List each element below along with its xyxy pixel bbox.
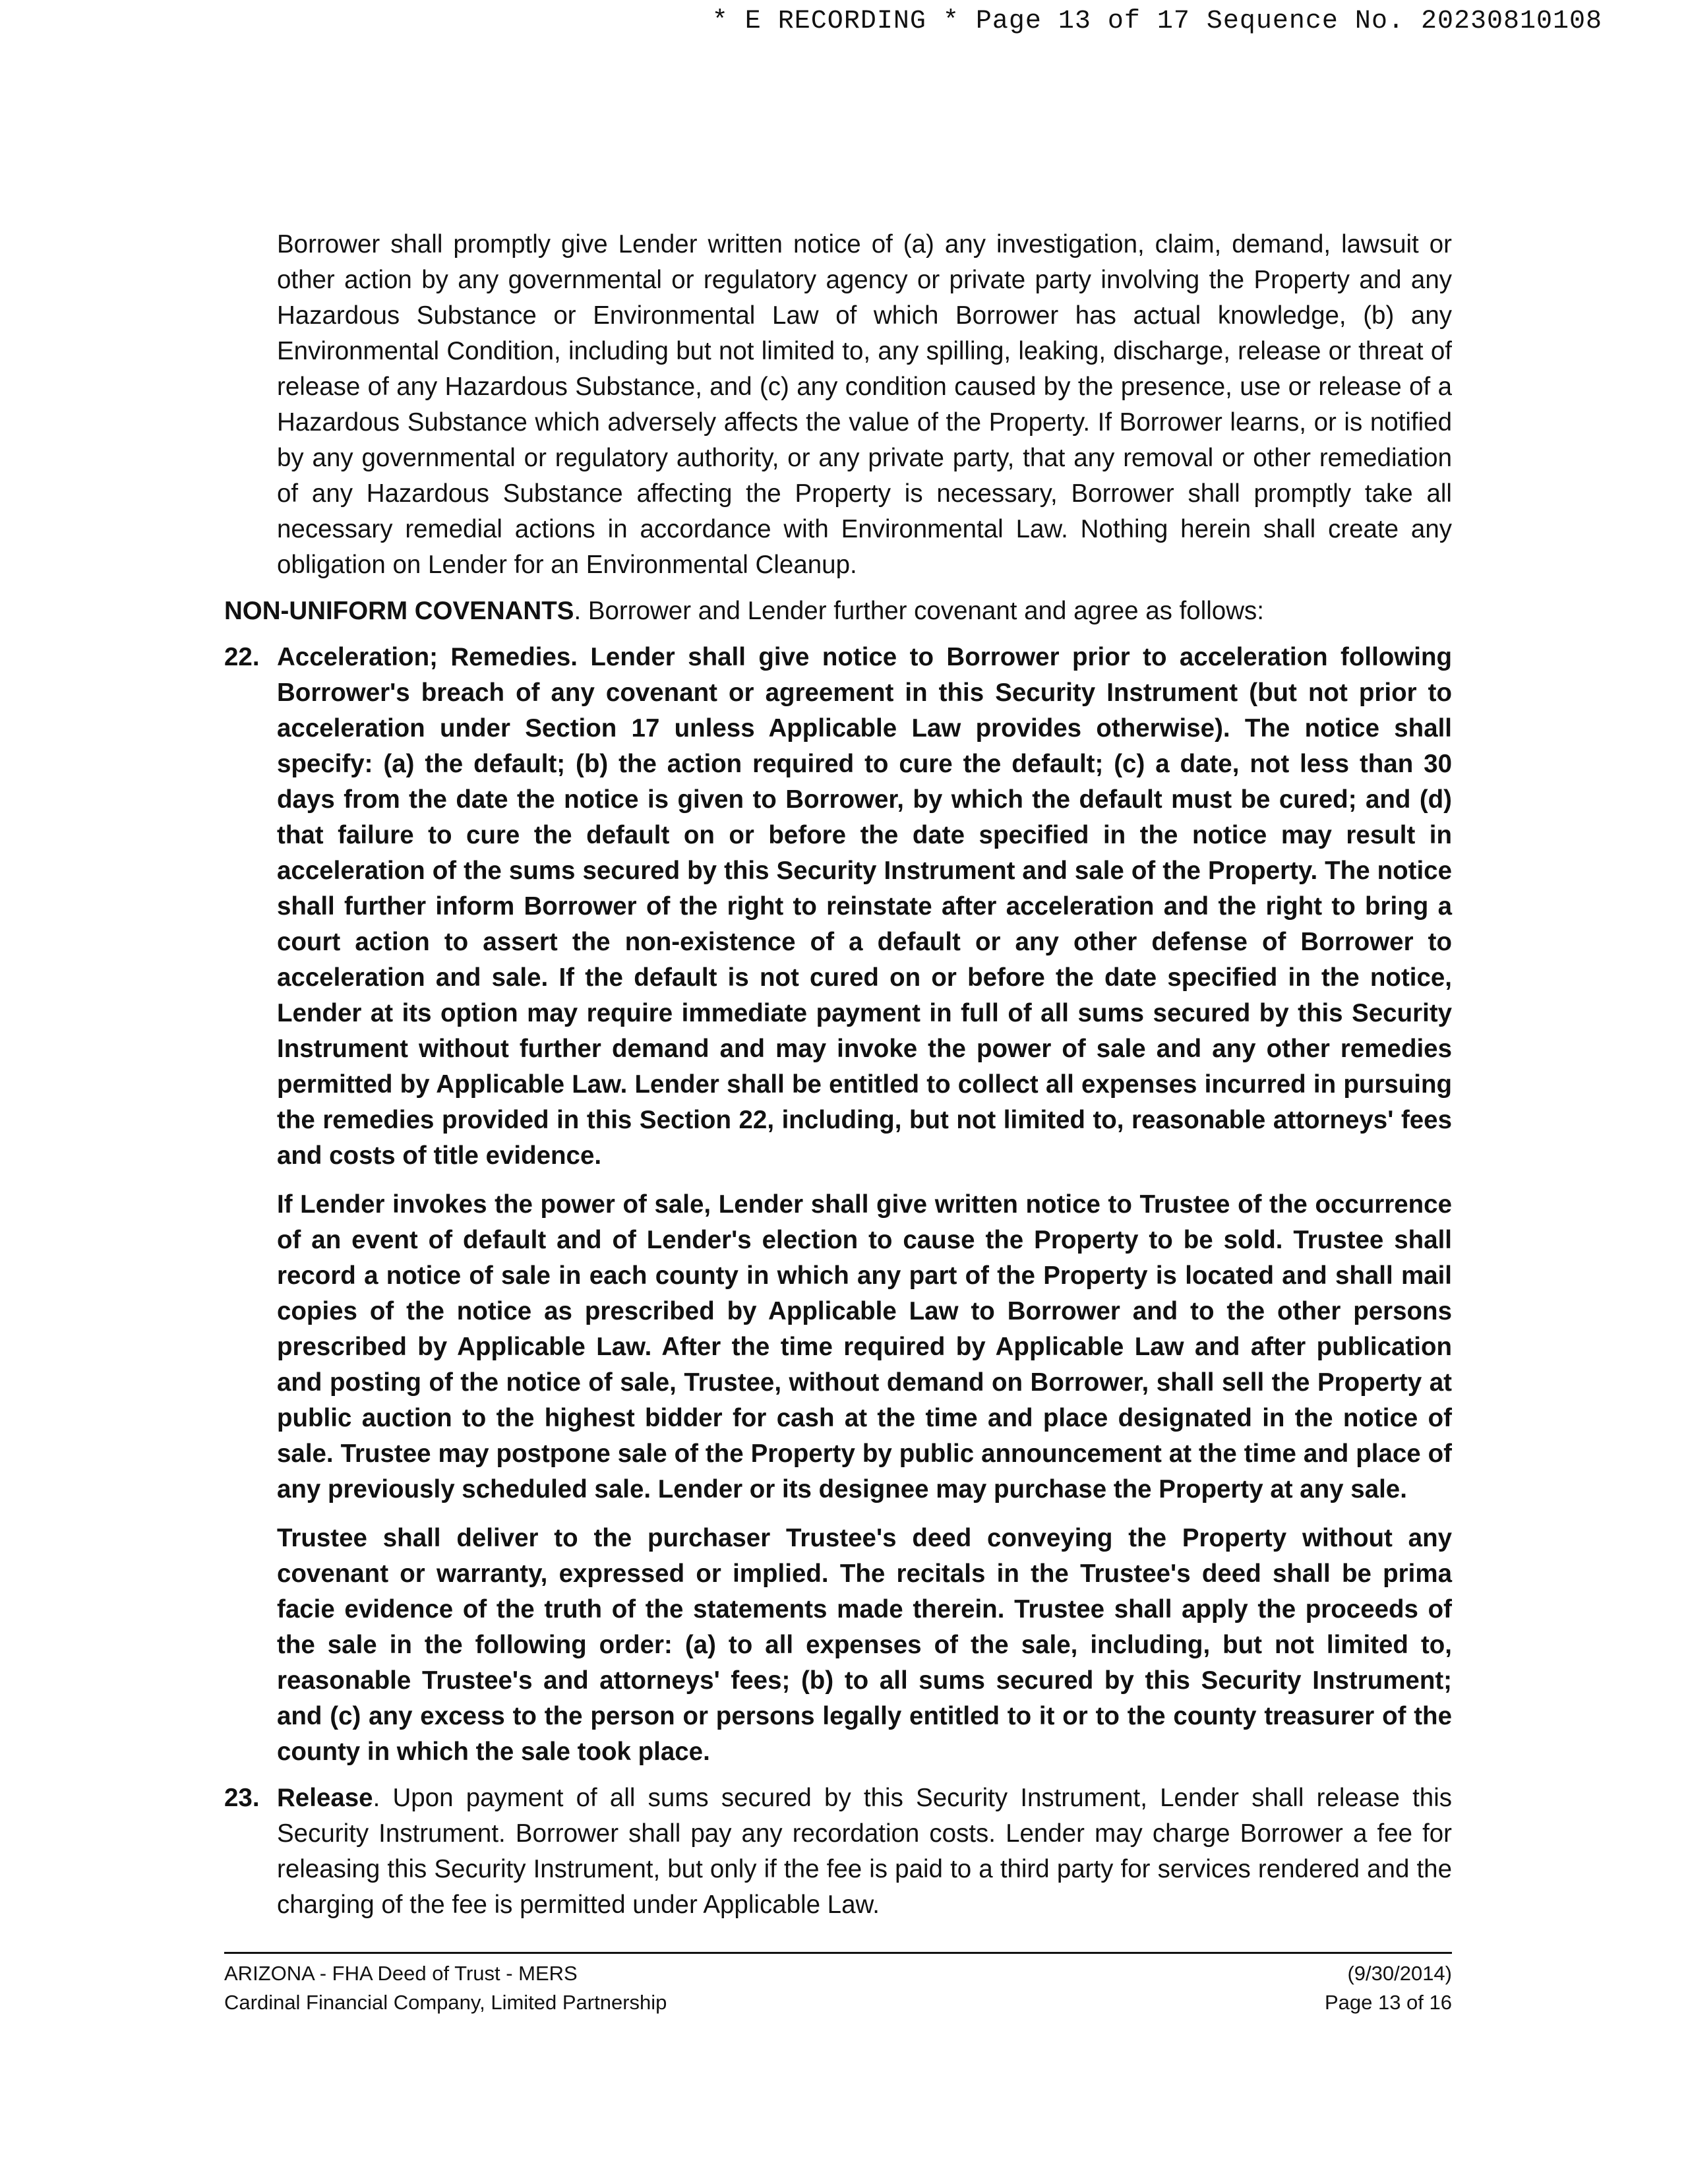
environmental-notice-paragraph: Borrower shall promptly give Lender written notice of (a) any investigation, claim, demand, lawsuit or other action by any governmental or regulatory agency or private party involving the Property and any Hazardous Substance or Environmental Law of which Borrower has actual knowledge, (b) any Environmental Condition, including but not limited to, any spilling, leaking, discharge, release or threat of release of any Hazardous Substance, and (c) any condition caused by the presence, use or release of a Hazardous Substance which adversely affects the value of the Property. If Borrower learns, or is notified by any governmental or regulatory authority, or any private party, that any removal or other remediation of any Hazardous Substance affecting the Property is necessary, Borrower shall promptly take all necessary remedial actions in accordance with Environmental Law. Nothing herein shall create any obligation on Lender for an Environmental Cleanup. (277, 230, 1452, 579)
footer-form-name: ARIZONA - FHA Deed of Trust - MERS (224, 1962, 578, 1985)
footer-form-date: (9/30/2014) (1347, 1962, 1452, 1985)
section-23-number: 23. (224, 1784, 260, 1812)
recording-header: * E RECORDING * Page 13 of 17 Sequence No. 20230810108 (711, 7, 1602, 36)
section-22-number: 22. (224, 643, 260, 671)
section-22-power-of-sale-paragraph: If Lender invokes the power of sale, Lender shall give written notice to Trustee of the occurrence of an event of default and of Lender's election to cause the Property to be sold. Trustee shall record a notice of sale in each county in which any part of the Property is located and shall mail copies of the notice as prescribed by Applicable Law to Borrower and to the other persons prescribed by Applicable Law. After the time required by Applicable Law and after publication and posting of the notice of sale, Trustee, without demand on Borrower, shall sell the Property at public auction to the highest bidder for cash at the time and place designated in the notice of sale. Trustee may postpone sale of the Property by public announcement at the time and place of any previously scheduled sale. Lender or its designee may purchase the Property at any sale. (277, 1190, 1452, 1503)
footer-left (224, 1959, 667, 2017)
section-23-paragraph (277, 1780, 1452, 1923)
covenants-text: . Borrower and Lender further covenant and agree as follows: (574, 597, 1264, 625)
section-23 (224, 1780, 1452, 1923)
footer-page-number: Page 13 of 16 (1324, 1991, 1452, 2014)
footer-right (1325, 1959, 1452, 2017)
section-22-title: Acceleration; Remedies. (277, 643, 578, 671)
section-22-trustee-deed-paragraph: Trustee shall deliver to the purchaser Trustee's deed conveying the Property without any covenant or warranty, expressed or implied. The recitals in the Trustee's deed shall be prima facie evidence of the truth of the statements made therein. Trustee shall apply the proceeds of the sale in the following order: (a) to all expenses of the sale, including, but not limited to, reasonable Trustee's and attorneys' fees; (b) to all sums secured by this Security Instrument; and (c) any excess to the person or persons legally entitled to it or to the county treasurer of the county in which the sale took place. (277, 1524, 1452, 1766)
non-uniform-covenants-paragraph (224, 593, 1452, 629)
covenants-heading: NON-UNIFORM COVENANTS (224, 597, 574, 625)
document-body (224, 227, 1452, 1923)
section-23-text: . Upon payment of all sums secured by this Security Instrument, Lender shall release this Security Instrument. Borrower shall pay any recordation costs. Lender may charge Borrower a fee for releasing this Security Instrument, but only if the fee is paid to a third party for services rendered and the charging of the fee is permitted under Applicable Law. (277, 1784, 1452, 1919)
section-22-text: Lender shall give notice to Borrower prior to acceleration following Borrower's breach of any covenant or agreement in this Security Instrument (but not prior to acceleration under Section 17 unless Applicable Law provides otherwise). The notice shall specify: (a) the default; (b) the action required to cure the default; (c) a date, not less than 30 days from the date the notice is given to Borrower, by which the default must be cured; and (d) that failure to cure the default on or before the date specified in the notice may result in acceleration of the sums secured by this Security Instrument and sale of the Property. The notice shall further inform Borrower of the right to reinstate after acceleration and the right to bring a court action to assert the non-existence of a default or any other defense of Borrower to acceleration and sale. If the default is not cured on or before the date specified in the notice, Lender at its option may require immediate payment in full of all sums secured by this Security Instrument without further demand and may invoke the power of sale and any other remedies permitted by Applicable Law. Lender shall be entitled to collect all expenses incurred in pursuing the remedies provided in this Section 22, including, but not limited to, reasonable attorneys' fees and costs of title evidence. (277, 643, 1452, 1170)
page-footer (224, 1952, 1452, 2014)
footer-company: Cardinal Financial Company, Limited Partnership (224, 1991, 667, 2014)
section-22-paragraph (277, 640, 1452, 1174)
section-22 (224, 640, 1452, 1770)
section-23-title: Release (277, 1784, 373, 1812)
